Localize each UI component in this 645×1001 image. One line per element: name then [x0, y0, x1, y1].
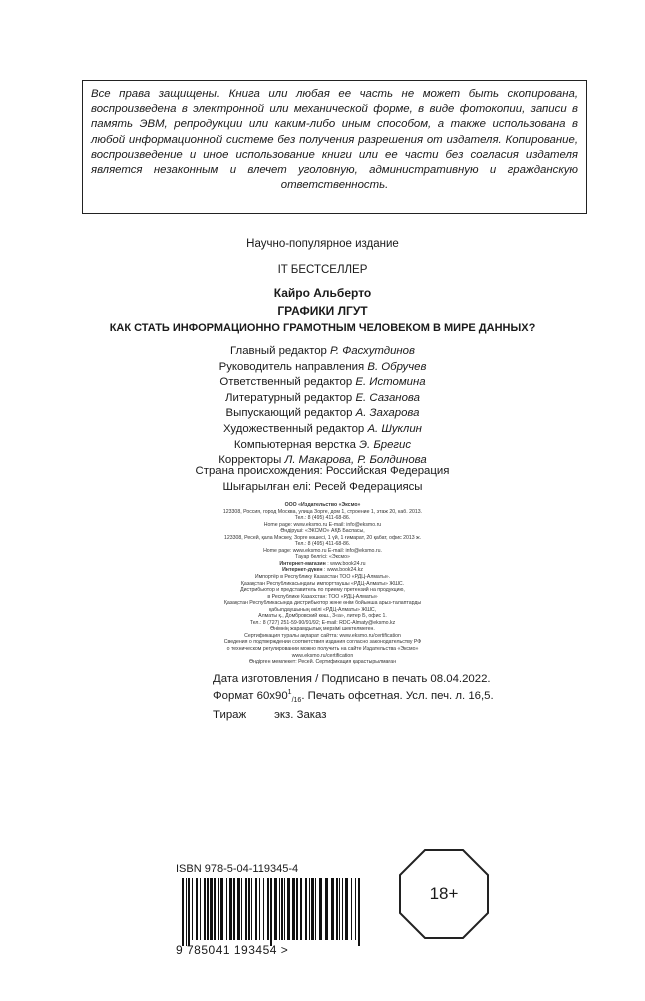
barcode-bar [300, 878, 302, 940]
imprint-line: Өндірген мемлекет: Ресей. Сертификация қарастырылмаған [248, 659, 397, 666]
imprint-line: Тел.: 8 (495) 411-68-86. [294, 515, 351, 522]
barcode-bar [207, 878, 209, 940]
barcode-bar [218, 878, 219, 940]
format-prefix: Формат 60x90 [213, 690, 288, 702]
credit-line [0, 344, 645, 360]
imprint-line: Сертификация туралы ақпарат сайтта: www.eksmo.ru/certification [244, 632, 401, 639]
credit-line [0, 422, 645, 438]
credit-line [0, 406, 645, 422]
imprint-line: Тауар белгісі: «Эксмо» [295, 554, 350, 561]
format-sup: 1 [287, 689, 292, 697]
barcode-bar [292, 878, 295, 940]
imprint-line: Импортёр в Республику Казахстан ТОО «РДЦ-Алматы». [254, 574, 391, 581]
barcode-bar [281, 878, 283, 940]
barcode-bar [259, 878, 260, 940]
origin-country-kz: Шығарылған елі: Ресей Федерациясы [222, 481, 423, 493]
imprint-line: Тел.: 8 (495) 411-68-86. [294, 541, 351, 548]
credits-list [0, 344, 645, 469]
barcode-bar [229, 878, 232, 940]
barcode-bar [274, 878, 277, 940]
imprint-shop-url: : www.book24.ru [325, 560, 366, 567]
series-name: IT БЕСТСЕЛЛЕР [277, 264, 368, 276]
rights-notice-box [82, 80, 587, 214]
barcode-bar [188, 878, 190, 946]
credit-role: Художественный редактор [223, 422, 365, 435]
barcode-bar [214, 878, 216, 940]
credit-line [0, 360, 645, 376]
age-rating: 18+ [429, 884, 459, 903]
credit-name: А. Шуклин [367, 422, 422, 435]
imprint-line: Тел.: 8 (727) 251-59-90/91/92; E-mail: RDC-Almaty@eksmo.kz [249, 619, 396, 626]
author-name: Кайро Альберто [273, 286, 372, 300]
barcode-bar [196, 878, 198, 940]
credit-role: Руководитель направления [218, 360, 365, 373]
barcode-bar [305, 878, 307, 940]
barcode-bar [200, 878, 201, 940]
credit-name: А. Захарова [355, 407, 420, 420]
barcode-bar [315, 878, 316, 940]
imprint-line: Қазақстан Республикасында дистрибьютор және өнім бойынша арыз-талаптарды [223, 600, 422, 607]
imprint-line: Сведения о подтверждении соответствия издания согласно законодательству РФ [223, 639, 422, 646]
barcode-bar [351, 878, 352, 940]
barcode-bar [296, 878, 298, 940]
barcode-bar [319, 878, 322, 940]
imprint-line: Өндіруші: «ЭКСМО» АҚБ Баспасы, [280, 528, 365, 535]
imprint-line: в Республике Казахстан: ТОО «РДЦ-Алматы» [267, 593, 378, 600]
credit-role: Корректоры [218, 454, 282, 467]
imprint-publisher: ООО «Издательство «Эксмо» [284, 502, 361, 508]
barcode-bar [279, 878, 280, 940]
credit-role: Главный редактор [230, 345, 327, 357]
barcode-bar [339, 878, 340, 940]
origin-country-ru: Страна происхождения: Российская Федерация [195, 465, 450, 477]
imprint-shop-kz-label: Интернет-дүкен [282, 567, 323, 574]
barcode-bar [237, 878, 240, 940]
credit-name: Е. Истомина [355, 376, 426, 389]
book-subtitle: КАК СТАТЬ ИНФОРМАЦИОННО ГРАМОТНЫМ ЧЕЛОВЕКОМ В МИРЕ ДАННЫХ? [109, 322, 536, 334]
barcode-bar [186, 878, 187, 946]
barcode-bar [233, 878, 235, 940]
print-dates: Дата изготовления / Подписано в печать 08.04.2022. [213, 673, 491, 685]
imprint-shop-kz-url: : www.book24.kz [322, 567, 363, 574]
barcode-bar [287, 878, 290, 940]
barcode-block [176, 863, 372, 961]
barcode-bar [336, 878, 338, 940]
barcode-bar [220, 878, 223, 940]
credit-role: Выпускающий редактор [225, 407, 353, 420]
credit-role: Ответственный редактор [219, 376, 353, 389]
credit-name: Е. Сазанова [355, 391, 420, 404]
barcode-bar [311, 878, 314, 940]
credit-line [0, 375, 645, 391]
imprint-line: Алматы қ., Домбровский көш., 3«а», литер Б, офис 1. [258, 613, 387, 620]
print-info [213, 672, 513, 723]
isbn: ISBN 978-5-04-119345-4 [176, 863, 299, 875]
rights-notice: Все права защищены. Книга или любая ее часть не может быть скопирована, воспроизведена в электронной или механической форме, в виде фотокопии, записи в память ЭВМ, репродукции или каким-либо иным способом, а также использована в любой информационной системе без получения разрешения от издателя. Копирование, воспроизведение и иное использование книги или ее части без согласия издателя является незаконным и влечет уголовную, административную и гражданскую ответственность. [91, 88, 578, 192]
barcode-bar [255, 878, 257, 940]
credit-name: В. Обручев [367, 360, 427, 373]
barcode-bar [355, 878, 356, 940]
credit-role: Компьютерная верстка [233, 438, 356, 451]
barcode-bar [248, 878, 250, 940]
barcode-bar [309, 878, 310, 940]
barcode-bar [241, 878, 242, 940]
imprint-line: Home page: www.eksmo.ru E-mail: info@eksmo.ru. [263, 547, 382, 554]
barcode-bar [358, 878, 360, 946]
imprint-line: Қазақстан Республикасындағы импорттаушы «РДЦ-Алматы» ЖШС. [240, 580, 405, 587]
age-rating-badge [398, 848, 490, 940]
format-sub: /16 [291, 697, 302, 705]
barcode-bar [192, 878, 193, 940]
print-run-label: Тираж [213, 709, 247, 722]
print-format [213, 686, 513, 708]
credit-name: Л. Макарова, Р. Болдинова [284, 454, 427, 467]
edition-type: Научно-популярное издание [246, 238, 399, 250]
barcode-bar [342, 878, 343, 940]
barcode-bar [345, 878, 348, 940]
barcode-icon [176, 878, 372, 946]
barcode-bar [267, 878, 269, 940]
credit-name: Э. Брегис [359, 438, 412, 451]
credit-role: Литературный редактор [225, 391, 353, 404]
barcode-bar [331, 878, 334, 940]
imprint-line: Дистрибьютор и представитель по приему претензий на продукцию, [240, 587, 405, 594]
barcode-bar [204, 878, 206, 940]
barcode-bar [182, 878, 184, 946]
barcode-bar [270, 878, 272, 946]
barcode-bar [284, 878, 285, 940]
imprint-line: www.eksmo.ru/certification [291, 652, 354, 659]
credit-line [0, 438, 645, 454]
barcode-digits: 9 785041 193454 > [176, 943, 289, 957]
barcode-bar [263, 878, 264, 940]
barcode-bar [251, 878, 252, 940]
print-order-label: экз. Заказ [274, 709, 327, 722]
imprint-shop-label: Интернет-магазин [279, 560, 326, 567]
imprint-line: қабылдаушының өкілі «РДЦ-Алматы» ЖШС, [268, 606, 377, 613]
imprint-line: о техническом регулировании можно получить на сайте Издательства «Эксмо» [226, 646, 419, 653]
barcode-bar [226, 878, 227, 940]
barcode-bar [245, 878, 247, 940]
imprint-line: 123308, Ресей, қала Мәскеу, Зорге көшесі, 1 үй, 1 ғимарат, 20 қабат, офис 2013 ж. [223, 534, 422, 541]
credit-line [0, 391, 645, 407]
imprint-block [150, 502, 495, 666]
credit-name: Р. Фасхутдинов [330, 345, 415, 357]
barcode-bar [325, 878, 328, 940]
imprint-line: Өнімнің жарамдылық мерзімі шектелмеген. [270, 626, 375, 633]
imprint-line: Home page: www.eksmo.ru E-mail: info@eksmo.ru [263, 521, 382, 528]
book-title: ГРАФИКИ ЛГУТ [277, 304, 368, 318]
imprint-line: 123308, Россия, город Москва, улица Зорге, дом 1, строение 1, этаж 20, каб. 2013. [222, 508, 423, 515]
print-run [213, 708, 513, 722]
barcode-bar [210, 878, 213, 940]
format-suffix: . Печать офсетная. Усл. печ. л. 16,5. [301, 690, 494, 702]
